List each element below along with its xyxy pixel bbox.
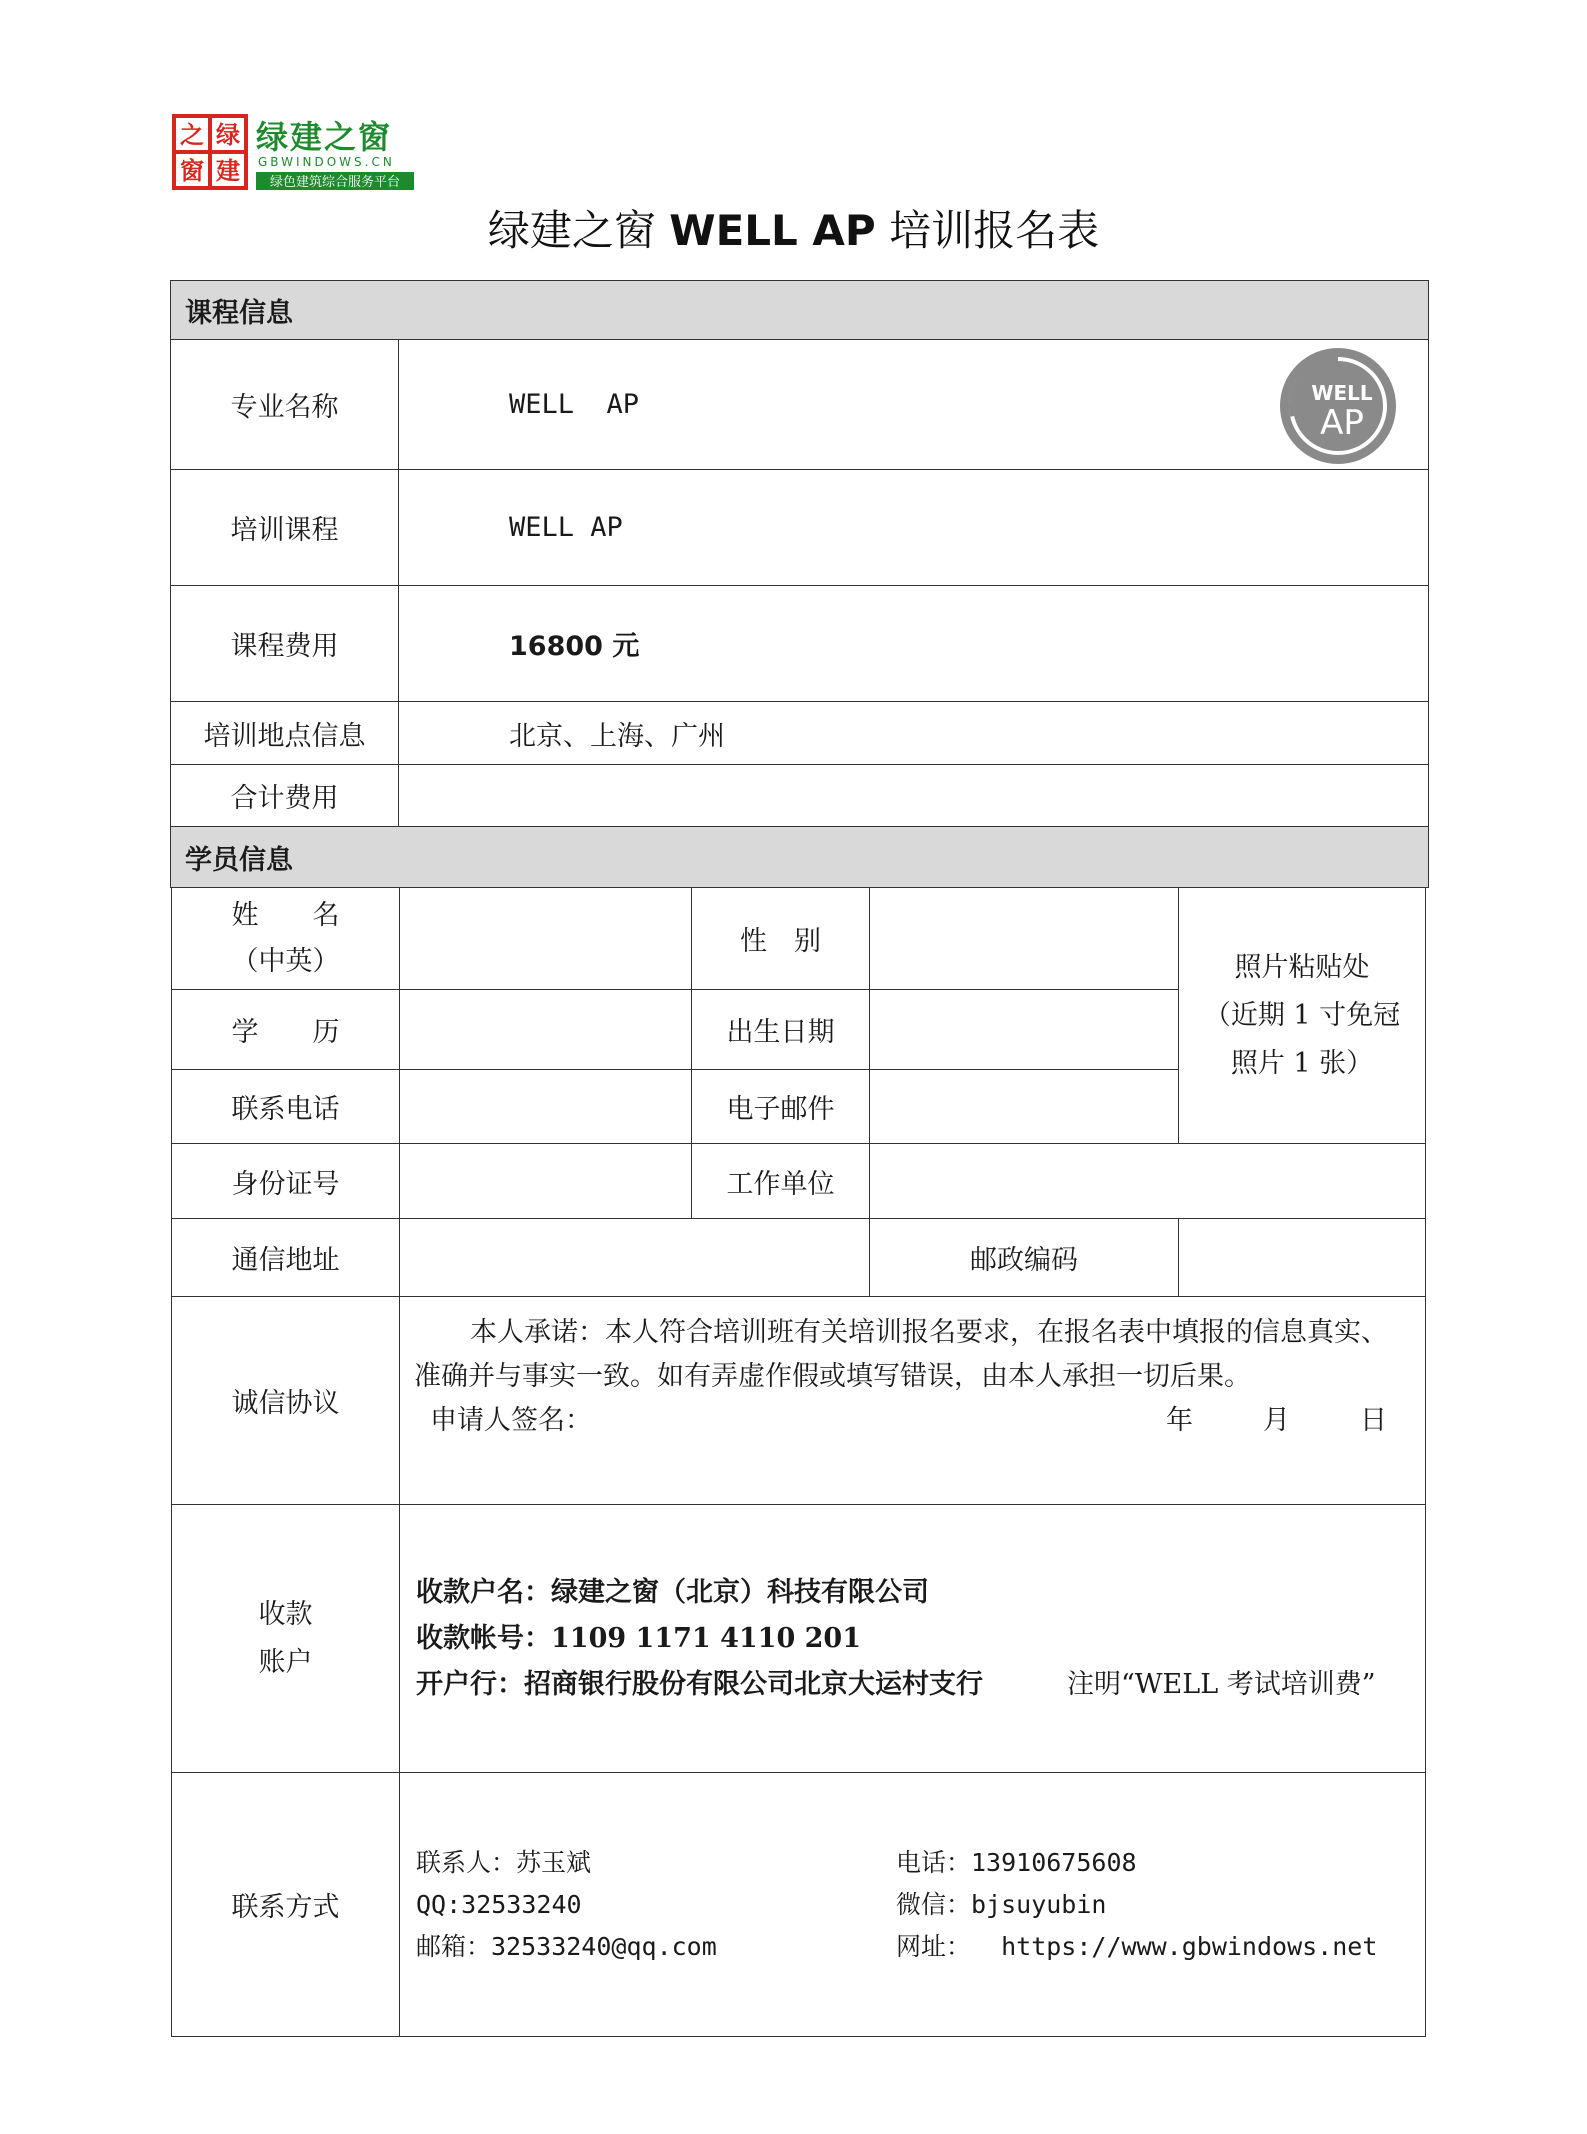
signature-label[interactable]: 申请人签名： [430, 1405, 592, 1436]
page-title: 绿建之窗 WELL AP 培训报名表 [487, 206, 1100, 255]
education-field[interactable] [400, 990, 692, 1070]
phone-label: 联系电话 [172, 1070, 400, 1144]
well-ap-badge-icon [1278, 346, 1398, 466]
contact-label: 联系方式 [172, 1773, 400, 2037]
education-label: 学 历 [172, 990, 400, 1070]
integrity-text: 本人承诺：本人符合培训班有关培训报名要求，在报名表中填报的信息真实、准确并与事实一致。如有弄虚作假或填写错误，由本人承担一切后果。 [414, 1317, 1388, 1392]
svg-text:AP: AP [1320, 403, 1364, 443]
postcode-label: 邮政编码 [870, 1219, 1179, 1297]
integrity-label: 诚信协议 [172, 1297, 400, 1505]
logo-name: 绿建之窗 [256, 118, 393, 156]
id-number-label: 身份证号 [172, 1144, 400, 1219]
major-label: 专业名称 [171, 340, 399, 470]
gender-label: 性 别 [692, 888, 870, 990]
contact-wechat: 微信：bjsuyubin [896, 1889, 1107, 1919]
total-fee-label: 合计费用 [171, 765, 399, 827]
bank-line: 开户行：招商银行股份有限公司北京大运村支行 注明“WELL 考试培训费” [416, 1668, 1376, 1700]
contact-qq: QQ:32533240 [416, 1889, 582, 1919]
logo-domain: GBWINDOWS.CN [258, 155, 395, 169]
birth-date-label: 出生日期 [692, 990, 870, 1070]
training-course-label: 培训课程 [171, 470, 399, 586]
date-fields[interactable]: 年 月 日 [1166, 1405, 1387, 1436]
payment-account-info [400, 1505, 1426, 1773]
photo-area[interactable]: 照片粘贴处 （近期 1 寸免冠 照片 1 张） [1179, 888, 1426, 1144]
contact-info [400, 1773, 1426, 2037]
logo-seal-char-2: 绿 [216, 121, 240, 149]
email-label: 电子邮件 [692, 1070, 870, 1144]
svg-text:WELL: WELL [1311, 381, 1373, 405]
logo-seal-char-1: 之 [180, 121, 204, 149]
logo-seal-char-4: 建 [216, 157, 240, 185]
student-info-table [171, 887, 1426, 2037]
gender-field[interactable] [870, 888, 1179, 990]
payment-note: 注明“WELL 考试培训费” [1067, 1668, 1376, 1700]
integrity-agreement [400, 1297, 1426, 1505]
account-name: 收款户名：绿建之窗（北京）科技有限公司 [416, 1576, 929, 1608]
course-fee-value: 16800 元 [399, 586, 1429, 702]
major-value: WELL AP WELL AP [399, 340, 1429, 470]
contact-website[interactable]: 网址： https://www.gbwindows.net [896, 1931, 1378, 1961]
contact-person: 联系人：苏玉斌 [416, 1847, 592, 1877]
logo-seal-char-3: 窗 [180, 157, 204, 185]
logo-slogan: 绿色建筑综合服务平台 [269, 175, 401, 190]
gbwindows-logo [170, 112, 420, 192]
account-number: 收款帐号：1109 1171 4110 201 [416, 1622, 861, 1654]
email-field[interactable] [870, 1070, 1179, 1144]
birth-date-field[interactable] [870, 990, 1179, 1070]
id-number-field[interactable] [400, 1144, 692, 1219]
location-label: 培训地点信息 [171, 702, 399, 765]
course-fee-label: 课程费用 [171, 586, 399, 702]
contact-phone: 电话：13910675608 [896, 1847, 1137, 1877]
name-field[interactable] [400, 888, 692, 990]
total-fee-value[interactable] [399, 765, 1429, 827]
contact-email: 邮箱：32533240@qq.com [416, 1931, 717, 1961]
student-info-header: 学员信息 [171, 827, 1429, 888]
work-unit-field[interactable] [870, 1144, 1426, 1219]
address-field[interactable] [400, 1219, 870, 1297]
phone-field[interactable] [400, 1070, 692, 1144]
payment-label: 收款 账户 [172, 1505, 400, 1773]
course-info-header: 课程信息 [171, 281, 1429, 340]
course-info-table [170, 280, 1429, 888]
address-label: 通信地址 [172, 1219, 400, 1297]
location-value: 北京、上海、广州 [399, 702, 1429, 765]
postcode-field[interactable] [1179, 1219, 1426, 1297]
training-course-value: WELL AP [399, 470, 1429, 586]
name-label: 姓 名 （中英） [172, 888, 400, 990]
work-unit-label: 工作单位 [692, 1144, 870, 1219]
